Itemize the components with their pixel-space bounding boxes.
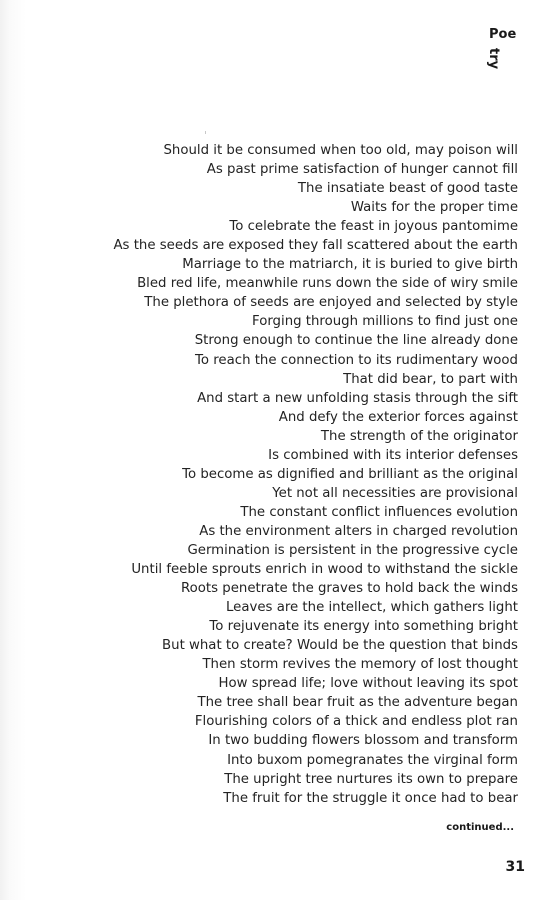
poem-line: And start a new unfolding stasis through the sift <box>197 390 518 406</box>
poem-line: How spread life; love without leaving its spot <box>218 676 518 692</box>
poem-line: In two budding flowers blossom and transform <box>208 733 518 749</box>
page-number: 31 <box>505 859 525 875</box>
poem-line: Is combined with its interior defenses <box>268 447 518 463</box>
poem-line: Yet not all necessities are provisional <box>272 485 518 501</box>
poem-body <box>113 141 518 808</box>
poem-line: The upright tree nurtures its own to prepare <box>224 771 518 787</box>
poem-line: The fruit for the struggle it once had to bear <box>223 790 518 806</box>
poem-line: Forging through millions to find just one <box>252 314 518 330</box>
poem-line: The plethora of seeds are enjoyed and selected by style <box>144 295 518 311</box>
poem-line: Flourishing colors of a thick and endless plot ran <box>194 714 518 730</box>
poem-line: Should it be consumed when too old, may poison will <box>163 143 518 158</box>
paper-speck <box>205 131 206 134</box>
poem-line: Marriage to the matriarch, it is buried to give birth <box>182 257 518 273</box>
section-label <box>486 27 529 70</box>
poem-line: Bled red life, meanwhile runs down the side of wiry smile <box>137 276 518 292</box>
poem-line: Roots penetrate the graves to hold back the winds <box>180 581 518 597</box>
poem-line: Germination is persistent in the progressive cycle <box>187 542 518 558</box>
poem-line: As the environment alters in charged revolution <box>199 523 518 539</box>
poem-line: That did bear, to part with <box>343 371 518 387</box>
section-label-part-2: try <box>486 48 501 70</box>
poem-line: Into buxom pomegranates the virginal form <box>227 752 518 768</box>
poem-line: The insatiate beast of good taste <box>297 181 518 197</box>
poem-line: As past prime satisfaction of hunger cannot fill <box>206 162 518 178</box>
poem-line: As the seeds are exposed they fall scattered about the earth <box>113 238 518 254</box>
poem-line: Strong enough to continue the line already done <box>194 333 518 349</box>
poem-line: To become as dignified and brilliant as the original <box>182 466 518 482</box>
poem-line: But what to create? Would be the question that binds <box>162 638 518 654</box>
poem-line: Waits for the proper time <box>350 200 518 216</box>
poem-line: Then storm revives the memory of lost thought <box>202 657 518 673</box>
poem-line: Until feeble sprouts enrich in wood to withstand the sickle <box>131 562 518 578</box>
poem-line: To reach the connection to its rudimentary wood <box>195 352 518 368</box>
continued-label: continued... <box>446 822 514 833</box>
poem-line: The tree shall bear fruit as the adventure began <box>197 695 518 711</box>
poem-line: Leaves are the intellect, which gathers light <box>225 600 518 616</box>
poem-line: The strength of the originator <box>320 428 518 444</box>
poem-line: To celebrate the feast in joyous pantomime <box>229 219 518 235</box>
poem-line: And defy the exterior forces against <box>278 409 518 425</box>
poem-line: To rejuvenate its energy into something bright <box>209 619 518 635</box>
section-label-part-1: Poe <box>489 27 517 42</box>
poem-line: The constant conflict influences evolution <box>240 504 518 520</box>
